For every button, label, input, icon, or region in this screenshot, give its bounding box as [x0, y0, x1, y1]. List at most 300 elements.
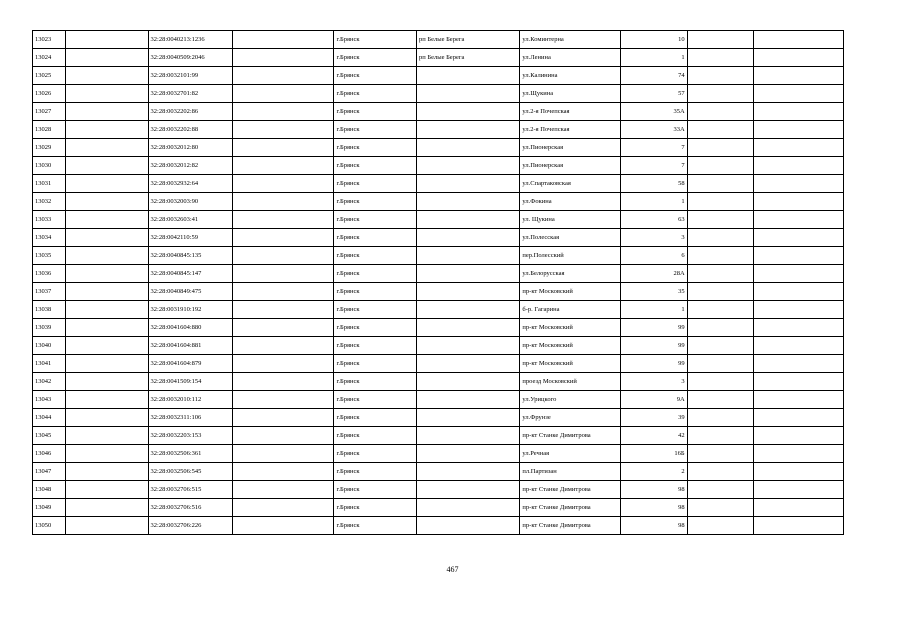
house-number-cell: 1	[620, 193, 687, 211]
empty-cell	[233, 103, 334, 121]
street-cell: ул.Белорусская	[520, 265, 620, 283]
cadastral-number-cell: 32:28:0032311:106	[148, 409, 233, 427]
property-register-table	[32, 30, 844, 535]
cadastral-number-cell: 32:28:0032012:80	[148, 139, 233, 157]
empty-cell	[687, 247, 753, 265]
empty-cell	[233, 193, 334, 211]
city-cell: г.Брянск	[334, 373, 417, 391]
city-cell: г.Брянск	[334, 355, 417, 373]
table-row	[33, 247, 844, 265]
house-number-cell: 1	[620, 301, 687, 319]
city-cell: г.Брянск	[334, 49, 417, 67]
table-row	[33, 517, 844, 535]
cadastral-number-cell: 32:28:0032701:82	[148, 85, 233, 103]
locality-cell	[416, 103, 519, 121]
empty-cell	[233, 427, 334, 445]
locality-cell	[416, 283, 519, 301]
empty-cell	[753, 337, 843, 355]
street-cell: пр-кт Московский	[520, 337, 620, 355]
row-id-cell: 13035	[33, 247, 66, 265]
street-cell: ул. Щукина	[520, 211, 620, 229]
empty-cell	[66, 463, 149, 481]
street-cell: ул.Коминтерна	[520, 31, 620, 49]
house-number-cell: 7	[620, 139, 687, 157]
cadastral-number-cell: 32:28:0040845:135	[148, 247, 233, 265]
empty-cell	[687, 49, 753, 67]
empty-cell	[66, 445, 149, 463]
locality-cell	[416, 409, 519, 427]
house-number-cell: 6	[620, 247, 687, 265]
empty-cell	[687, 481, 753, 499]
empty-cell	[233, 409, 334, 427]
table-row	[33, 409, 844, 427]
house-number-cell: 33А	[620, 121, 687, 139]
empty-cell	[687, 283, 753, 301]
empty-cell	[687, 463, 753, 481]
table-row	[33, 31, 844, 49]
empty-cell	[753, 481, 843, 499]
empty-cell	[233, 49, 334, 67]
row-id-cell: 13032	[33, 193, 66, 211]
locality-cell: рп Белые Берега	[416, 49, 519, 67]
house-number-cell: 99	[620, 337, 687, 355]
street-cell: пр-кт Московский	[520, 355, 620, 373]
empty-cell	[233, 247, 334, 265]
house-number-cell: 35	[620, 283, 687, 301]
empty-cell	[753, 499, 843, 517]
locality-cell	[416, 355, 519, 373]
city-cell: г.Брянск	[334, 85, 417, 103]
table-row	[33, 337, 844, 355]
city-cell: г.Брянск	[334, 391, 417, 409]
locality-cell	[416, 427, 519, 445]
cadastral-number-cell: 32:28:0032603:41	[148, 211, 233, 229]
city-cell: г.Брянск	[334, 67, 417, 85]
locality-cell	[416, 391, 519, 409]
street-cell: пр-кт Станке Димитрова	[520, 499, 620, 517]
table-row	[33, 175, 844, 193]
street-cell: ул.Ленина	[520, 49, 620, 67]
empty-cell	[687, 409, 753, 427]
city-cell: г.Брянск	[334, 175, 417, 193]
house-number-cell: 58	[620, 175, 687, 193]
street-cell: ул.Урицкого	[520, 391, 620, 409]
empty-cell	[233, 157, 334, 175]
street-cell: пр-кт Станке Димитрова	[520, 517, 620, 535]
empty-cell	[753, 49, 843, 67]
empty-cell	[233, 391, 334, 409]
house-number-cell: 2	[620, 463, 687, 481]
empty-cell	[753, 103, 843, 121]
house-number-cell: 98	[620, 481, 687, 499]
empty-cell	[66, 337, 149, 355]
house-number-cell: 63	[620, 211, 687, 229]
locality-cell	[416, 193, 519, 211]
empty-cell	[687, 391, 753, 409]
empty-cell	[66, 121, 149, 139]
row-id-cell: 13036	[33, 265, 66, 283]
locality-cell	[416, 373, 519, 391]
empty-cell	[66, 67, 149, 85]
empty-cell	[753, 301, 843, 319]
row-id-cell: 13023	[33, 31, 66, 49]
street-cell: б-р. Гагарина	[520, 301, 620, 319]
empty-cell	[233, 283, 334, 301]
table-row	[33, 445, 844, 463]
table-row	[33, 85, 844, 103]
empty-cell	[687, 499, 753, 517]
table-row	[33, 283, 844, 301]
empty-cell	[66, 103, 149, 121]
cadastral-number-cell: 32:28:0032706:226	[148, 517, 233, 535]
row-id-cell: 13039	[33, 319, 66, 337]
empty-cell	[753, 67, 843, 85]
city-cell: г.Брянск	[334, 121, 417, 139]
empty-cell	[753, 31, 843, 49]
empty-cell	[753, 265, 843, 283]
empty-cell	[233, 229, 334, 247]
empty-cell	[66, 283, 149, 301]
table-row	[33, 103, 844, 121]
cadastral-number-cell: 32:28:0041604:881	[148, 337, 233, 355]
city-cell: г.Брянск	[334, 247, 417, 265]
locality-cell	[416, 121, 519, 139]
row-id-cell: 13027	[33, 103, 66, 121]
cadastral-number-cell: 32:28:0032012:82	[148, 157, 233, 175]
empty-cell	[687, 337, 753, 355]
cadastral-number-cell: 32:28:0040509:2046	[148, 49, 233, 67]
locality-cell	[416, 481, 519, 499]
empty-cell	[753, 409, 843, 427]
locality-cell	[416, 499, 519, 517]
empty-cell	[66, 517, 149, 535]
table-row	[33, 49, 844, 67]
table-row	[33, 373, 844, 391]
table-row	[33, 229, 844, 247]
empty-cell	[233, 481, 334, 499]
empty-cell	[66, 373, 149, 391]
row-id-cell: 13040	[33, 337, 66, 355]
city-cell: г.Брянск	[334, 103, 417, 121]
table-row	[33, 301, 844, 319]
empty-cell	[66, 31, 149, 49]
row-id-cell: 13048	[33, 481, 66, 499]
empty-cell	[233, 85, 334, 103]
locality-cell	[416, 229, 519, 247]
locality-cell	[416, 463, 519, 481]
street-cell: ул.Пионерская	[520, 157, 620, 175]
house-number-cell: 39	[620, 409, 687, 427]
city-cell: г.Брянск	[334, 139, 417, 157]
house-number-cell: 3	[620, 373, 687, 391]
empty-cell	[66, 175, 149, 193]
empty-cell	[233, 31, 334, 49]
table-row	[33, 481, 844, 499]
street-cell: пр-кт Станке Димитрова	[520, 427, 620, 445]
row-id-cell: 13024	[33, 49, 66, 67]
table-row	[33, 427, 844, 445]
house-number-cell: 42	[620, 427, 687, 445]
table-row	[33, 121, 844, 139]
table-row	[33, 67, 844, 85]
row-id-cell: 13031	[33, 175, 66, 193]
empty-cell	[687, 427, 753, 445]
city-cell: г.Брянск	[334, 283, 417, 301]
street-cell: ул.Речная	[520, 445, 620, 463]
empty-cell	[753, 391, 843, 409]
empty-cell	[66, 391, 149, 409]
table-row	[33, 463, 844, 481]
cadastral-number-cell: 32:28:0032706:515	[148, 481, 233, 499]
empty-cell	[753, 283, 843, 301]
empty-cell	[753, 139, 843, 157]
empty-cell	[233, 175, 334, 193]
row-id-cell: 13028	[33, 121, 66, 139]
empty-cell	[233, 301, 334, 319]
row-id-cell: 13049	[33, 499, 66, 517]
house-number-cell: 99	[620, 355, 687, 373]
locality-cell	[416, 139, 519, 157]
city-cell: г.Брянск	[334, 499, 417, 517]
house-number-cell: 16Б	[620, 445, 687, 463]
street-cell: пл.Партизан	[520, 463, 620, 481]
empty-cell	[753, 175, 843, 193]
cadastral-number-cell: 32:28:0032202:88	[148, 121, 233, 139]
city-cell: г.Брянск	[334, 337, 417, 355]
empty-cell	[753, 157, 843, 175]
empty-cell	[687, 121, 753, 139]
house-number-cell: 9А	[620, 391, 687, 409]
row-id-cell: 13025	[33, 67, 66, 85]
street-cell: ул.Пионерская	[520, 139, 620, 157]
row-id-cell: 13033	[33, 211, 66, 229]
empty-cell	[66, 229, 149, 247]
empty-cell	[687, 301, 753, 319]
table-row	[33, 499, 844, 517]
empty-cell	[66, 157, 149, 175]
street-cell: пер.Полесский	[520, 247, 620, 265]
empty-cell	[66, 427, 149, 445]
house-number-cell: 3	[620, 229, 687, 247]
cadastral-number-cell: 32:28:0040849:475	[148, 283, 233, 301]
city-cell: г.Брянск	[334, 265, 417, 283]
locality-cell	[416, 175, 519, 193]
city-cell: г.Брянск	[334, 211, 417, 229]
empty-cell	[687, 265, 753, 283]
empty-cell	[753, 85, 843, 103]
cadastral-number-cell: 32:28:0032101:99	[148, 67, 233, 85]
empty-cell	[687, 355, 753, 373]
street-cell: пр-кт Московский	[520, 283, 620, 301]
empty-cell	[66, 319, 149, 337]
empty-cell	[66, 499, 149, 517]
locality-cell	[416, 319, 519, 337]
row-id-cell: 13026	[33, 85, 66, 103]
empty-cell	[66, 139, 149, 157]
register-body	[33, 31, 844, 535]
table-row	[33, 139, 844, 157]
empty-cell	[687, 373, 753, 391]
table-row	[33, 265, 844, 283]
empty-cell	[687, 175, 753, 193]
street-cell: пр-кт Московский	[520, 319, 620, 337]
house-number-cell: 1	[620, 49, 687, 67]
empty-cell	[233, 463, 334, 481]
house-number-cell: 7	[620, 157, 687, 175]
table-row	[33, 157, 844, 175]
empty-cell	[753, 373, 843, 391]
locality-cell	[416, 157, 519, 175]
street-cell: ул.Щукина	[520, 85, 620, 103]
house-number-cell: 98	[620, 517, 687, 535]
locality-cell	[416, 265, 519, 283]
empty-cell	[66, 85, 149, 103]
empty-cell	[687, 211, 753, 229]
cadastral-number-cell: 32:28:0031910:192	[148, 301, 233, 319]
house-number-cell: 57	[620, 85, 687, 103]
empty-cell	[687, 85, 753, 103]
street-cell: ул.2-я Почепская	[520, 121, 620, 139]
empty-cell	[753, 517, 843, 535]
empty-cell	[753, 319, 843, 337]
empty-cell	[687, 103, 753, 121]
empty-cell	[233, 211, 334, 229]
row-id-cell: 13042	[33, 373, 66, 391]
empty-cell	[66, 409, 149, 427]
empty-cell	[687, 445, 753, 463]
locality-cell	[416, 301, 519, 319]
table-row	[33, 211, 844, 229]
empty-cell	[687, 67, 753, 85]
street-cell: ул.Спартаковская	[520, 175, 620, 193]
row-id-cell: 13047	[33, 463, 66, 481]
empty-cell	[687, 193, 753, 211]
cadastral-number-cell: 32:28:0032010:112	[148, 391, 233, 409]
empty-cell	[233, 139, 334, 157]
row-id-cell: 13041	[33, 355, 66, 373]
house-number-cell: 98	[620, 499, 687, 517]
street-cell: ул.2-я Почепская	[520, 103, 620, 121]
empty-cell	[687, 229, 753, 247]
empty-cell	[687, 31, 753, 49]
cadastral-number-cell: 32:28:0042110:59	[148, 229, 233, 247]
empty-cell	[753, 229, 843, 247]
street-cell: ул.Фокина	[520, 193, 620, 211]
row-id-cell: 13030	[33, 157, 66, 175]
empty-cell	[233, 67, 334, 85]
house-number-cell: 28А	[620, 265, 687, 283]
city-cell: г.Брянск	[334, 319, 417, 337]
cadastral-number-cell: 32:28:0032506:361	[148, 445, 233, 463]
city-cell: г.Брянск	[334, 517, 417, 535]
row-id-cell: 13045	[33, 427, 66, 445]
empty-cell	[66, 211, 149, 229]
row-id-cell: 13043	[33, 391, 66, 409]
cadastral-number-cell: 32:28:0032506:545	[148, 463, 233, 481]
empty-cell	[66, 355, 149, 373]
locality-cell	[416, 85, 519, 103]
city-cell: г.Брянск	[334, 157, 417, 175]
empty-cell	[66, 49, 149, 67]
table-row	[33, 391, 844, 409]
city-cell: г.Брянск	[334, 427, 417, 445]
empty-cell	[753, 247, 843, 265]
street-cell: пр-кт Станке Димитрова	[520, 481, 620, 499]
empty-cell	[753, 463, 843, 481]
empty-cell	[687, 139, 753, 157]
city-cell: г.Брянск	[334, 193, 417, 211]
locality-cell	[416, 517, 519, 535]
street-cell: ул.Полесская	[520, 229, 620, 247]
cadastral-number-cell: 32:28:0041604:879	[148, 355, 233, 373]
city-cell: г.Брянск	[334, 409, 417, 427]
cadastral-number-cell: 32:28:0041604:880	[148, 319, 233, 337]
row-id-cell: 13038	[33, 301, 66, 319]
empty-cell	[66, 247, 149, 265]
city-cell: г.Брянск	[334, 463, 417, 481]
cadastral-number-cell: 32:28:0032203:153	[148, 427, 233, 445]
cadastral-number-cell: 32:28:0032003:90	[148, 193, 233, 211]
cadastral-number-cell: 32:28:0032706:516	[148, 499, 233, 517]
cadastral-number-cell: 32:28:0041509:154	[148, 373, 233, 391]
house-number-cell: 10	[620, 31, 687, 49]
street-cell: ул.Калинина	[520, 67, 620, 85]
empty-cell	[687, 157, 753, 175]
city-cell: г.Брянск	[334, 445, 417, 463]
cadastral-number-cell: 32:28:0040845:147	[148, 265, 233, 283]
cadastral-number-cell: 32:28:0040213:1236	[148, 31, 233, 49]
empty-cell	[687, 319, 753, 337]
locality-cell	[416, 445, 519, 463]
empty-cell	[66, 193, 149, 211]
row-id-cell: 13044	[33, 409, 66, 427]
locality-cell	[416, 67, 519, 85]
empty-cell	[233, 337, 334, 355]
house-number-cell: 35А	[620, 103, 687, 121]
row-id-cell: 13050	[33, 517, 66, 535]
locality-cell	[416, 337, 519, 355]
empty-cell	[233, 499, 334, 517]
house-number-cell: 74	[620, 67, 687, 85]
empty-cell	[753, 211, 843, 229]
empty-cell	[753, 193, 843, 211]
empty-cell	[233, 517, 334, 535]
table-row	[33, 193, 844, 211]
street-cell: проезд Московский	[520, 373, 620, 391]
empty-cell	[233, 445, 334, 463]
row-id-cell: 13037	[33, 283, 66, 301]
empty-cell	[233, 355, 334, 373]
locality-cell	[416, 247, 519, 265]
empty-cell	[233, 373, 334, 391]
cadastral-number-cell: 32:28:0032932:64	[148, 175, 233, 193]
empty-cell	[66, 481, 149, 499]
empty-cell	[66, 265, 149, 283]
empty-cell	[233, 121, 334, 139]
house-number-cell: 99	[620, 319, 687, 337]
city-cell: г.Брянск	[334, 481, 417, 499]
row-id-cell: 13029	[33, 139, 66, 157]
empty-cell	[233, 319, 334, 337]
empty-cell	[753, 445, 843, 463]
table-row	[33, 319, 844, 337]
city-cell: г.Брянск	[334, 31, 417, 49]
row-id-cell: 13046	[33, 445, 66, 463]
empty-cell	[753, 427, 843, 445]
empty-cell	[753, 121, 843, 139]
empty-cell	[66, 301, 149, 319]
city-cell: г.Брянск	[334, 229, 417, 247]
